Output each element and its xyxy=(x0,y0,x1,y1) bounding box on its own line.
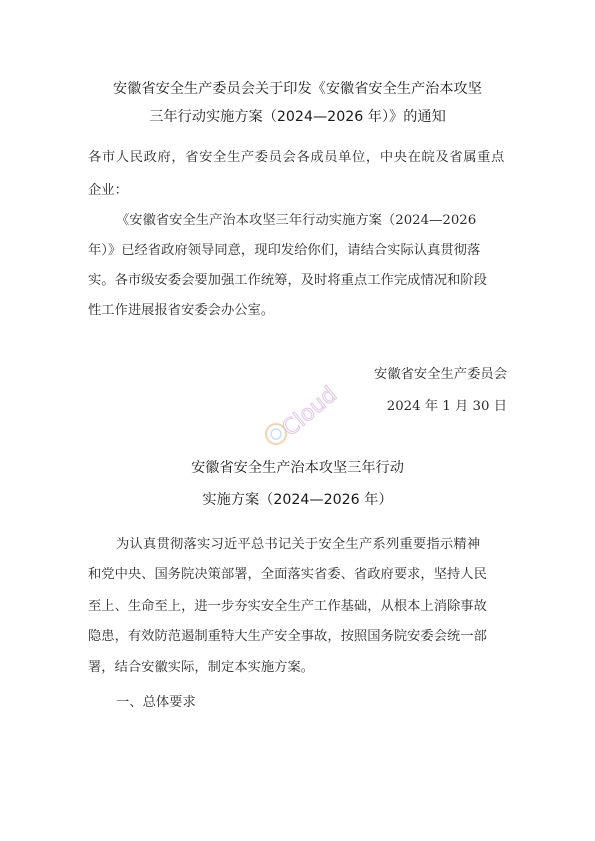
plan-intro-line-2: 和党中央、国务院决策部署，全面落实省委、省政府要求，坚持人民 xyxy=(88,567,487,582)
plan-intro-line-5: 署，结合安徽实际，制定本实施方案。 xyxy=(88,660,315,675)
watermark-text: Cloud xyxy=(277,384,343,442)
notice-body-line-4: 性工作进展报省安委会办公室。 xyxy=(88,303,275,318)
plan-intro-line-4: 隐患，有效防范遏制重特大生产安全事故，按照国务院安委会统一部 xyxy=(88,629,487,644)
notice-recipients-line-1: 各市人民政府，省安全生产委员会各成员单位，中央在皖及省属重点 xyxy=(88,150,505,165)
plan-title-line-2: 实施方案（2024—2026 年） xyxy=(202,492,393,508)
notice-body-line-3: 实。各市级安委会要加强工作统筹，及时将重点工作完成情况和阶段 xyxy=(88,273,487,288)
notice-title-line-2: 三年行动实施方案（2024—2026 年）》的通知 xyxy=(149,109,446,125)
notice-body-line-2: 年）》已经省政府领导同意，现印发给你们，请结合实际认真贯彻落 xyxy=(88,243,481,258)
notice-title-line-1: 安徽省安全生产委员会关于印发《安徽省安全生产治本攻坚 xyxy=(113,81,482,97)
plan-intro-line-3: 至上、生命至上，进一步夯实安全生产工作基础，从根本上消除事故 xyxy=(88,599,487,614)
notice-body-line-1: 《安徽省安全生产治本攻坚三年行动实施方案（2024—2026 xyxy=(116,213,477,228)
notice-date: 2024 年 1 月 30 日 xyxy=(386,399,507,414)
plan-title-line-1: 安徽省安全生产治本攻坚三年行动 xyxy=(191,460,404,476)
notice-recipients-line-2: 企业： xyxy=(88,183,128,198)
notice-signature: 安徽省安全生产委员会 xyxy=(374,367,507,382)
section-heading-general-requirements: 一、总体要求 xyxy=(116,695,196,710)
cloud-watermark-logo xyxy=(262,384,348,454)
plan-intro-line-1: 为认真贯彻落实习近平总书记关于安全生产系列重要指示精神 xyxy=(116,537,481,552)
